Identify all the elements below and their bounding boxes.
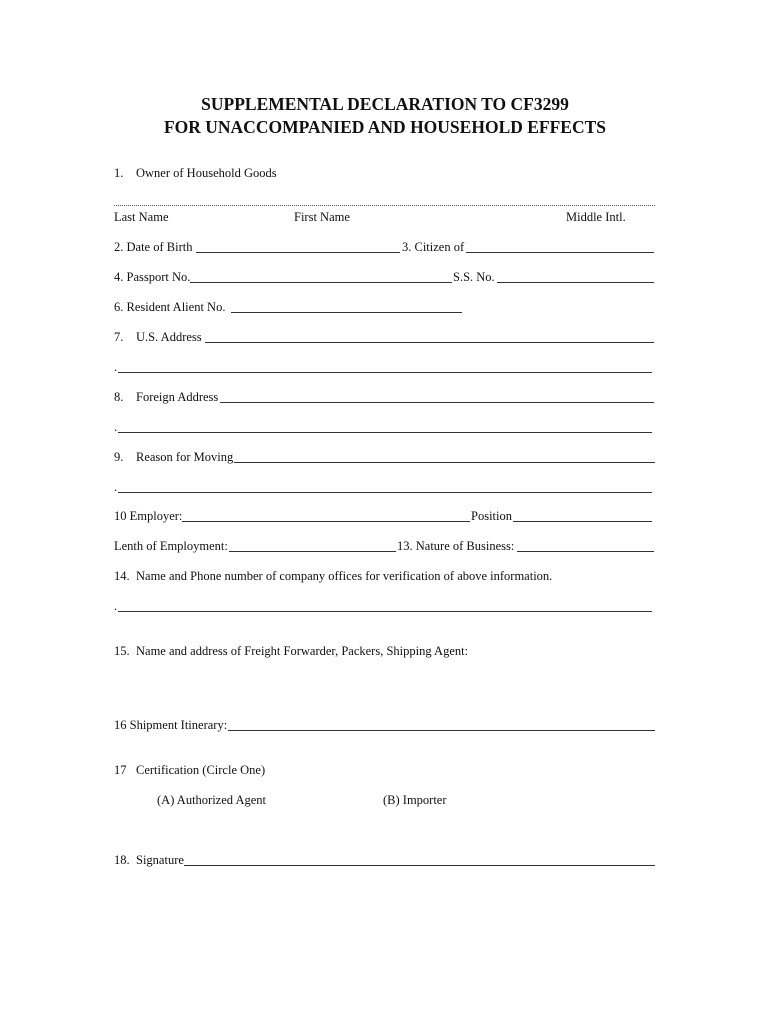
certification-label: Certification (Circle One) bbox=[136, 763, 266, 777]
ss-no-label: S.S. No. bbox=[453, 270, 495, 284]
continuation-mark: . bbox=[114, 420, 118, 434]
last-name-label: Last Name bbox=[114, 210, 169, 224]
length-of-employment-label: Lenth of Employment: bbox=[114, 539, 228, 553]
field-1-number: 1. bbox=[114, 166, 124, 180]
company-offices-label: Name and Phone number of company offices for verification of above information. bbox=[136, 569, 553, 583]
resident-alien-no-line[interactable] bbox=[231, 312, 462, 313]
field-18-number: 18. bbox=[114, 853, 130, 867]
foreign-address-line-1[interactable] bbox=[220, 402, 654, 403]
continuation-mark: . bbox=[114, 360, 118, 374]
nature-of-business-line[interactable] bbox=[517, 551, 654, 552]
form-title-line-1: SUPPLEMENTAL DECLARATION TO CF3299 bbox=[201, 94, 569, 114]
employer-label: 10 Employer: bbox=[114, 509, 183, 523]
passport-no-line[interactable] bbox=[190, 282, 452, 283]
first-name-label: First Name bbox=[294, 210, 350, 224]
foreign-address-label: Foreign Address bbox=[136, 390, 219, 404]
field-1-label: Owner of Household Goods bbox=[136, 166, 277, 180]
company-offices-line[interactable] bbox=[118, 611, 652, 612]
nature-of-business-label: 13. Nature of Business: bbox=[397, 539, 515, 553]
foreign-address-line-2[interactable] bbox=[118, 432, 652, 433]
us-address-line-2[interactable] bbox=[118, 372, 652, 373]
field-9-number: 9. bbox=[114, 450, 124, 464]
field-14-number: 14. bbox=[114, 569, 130, 583]
reason-for-moving-line-1[interactable] bbox=[234, 462, 655, 463]
field-15-number: 15. bbox=[114, 644, 130, 658]
shipment-itinerary-label: 16 Shipment Itinerary: bbox=[114, 718, 228, 732]
ss-no-line[interactable] bbox=[497, 282, 654, 283]
citizen-of-line[interactable] bbox=[466, 252, 654, 253]
field-8-number: 8. bbox=[114, 390, 124, 404]
reason-for-moving-label: Reason for Moving bbox=[136, 450, 234, 464]
passport-no-label: 4. Passport No. bbox=[114, 270, 191, 284]
owner-name-line[interactable] bbox=[114, 205, 655, 206]
resident-alien-no-label: 6. Resident Alient No. bbox=[114, 300, 226, 314]
form-title-line-2: FOR UNACCOMPANIED AND HOUSEHOLD EFFECTS bbox=[163, 117, 607, 137]
us-address-label: U.S. Address bbox=[136, 330, 202, 344]
us-address-line-1[interactable] bbox=[205, 342, 654, 343]
signature-line[interactable] bbox=[184, 865, 655, 866]
middle-initial-label: Middle Intl. bbox=[566, 210, 626, 224]
length-of-employment-line[interactable] bbox=[229, 551, 396, 552]
reason-for-moving-line-2[interactable] bbox=[118, 492, 652, 493]
position-label: Position bbox=[471, 509, 512, 523]
freight-forwarder-label: Name and address of Freight Forwarder, Packers, Shipping Agent: bbox=[136, 644, 469, 658]
citizen-of-label: 3. Citizen of bbox=[402, 240, 465, 254]
field-17-number: 17 bbox=[114, 763, 127, 777]
position-line[interactable] bbox=[513, 521, 652, 522]
continuation-mark: . bbox=[114, 599, 118, 613]
option-authorized-agent[interactable]: (A) Authorized Agent bbox=[157, 793, 267, 807]
signature-label: Signature bbox=[136, 853, 184, 867]
date-of-birth-label: 2. Date of Birth bbox=[114, 240, 193, 254]
employer-line[interactable] bbox=[182, 521, 470, 522]
option-importer[interactable]: (B) Importer bbox=[383, 793, 447, 807]
date-of-birth-line[interactable] bbox=[196, 252, 400, 253]
shipment-itinerary-line[interactable] bbox=[228, 730, 655, 731]
continuation-mark: . bbox=[114, 480, 118, 494]
field-7-number: 7. bbox=[114, 330, 124, 344]
